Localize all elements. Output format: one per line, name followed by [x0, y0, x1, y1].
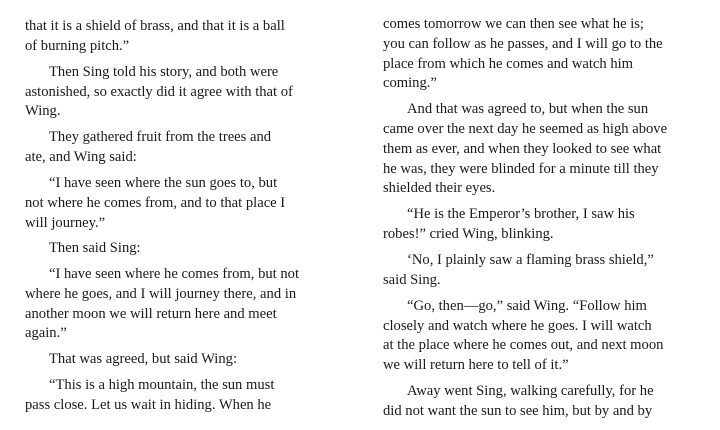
text-line: them as ever, and when they looked to see what — [383, 141, 662, 157]
text-line: said Sing. — [383, 272, 441, 288]
text-line: of burning pitch.” — [25, 38, 130, 54]
text-line: place from which he comes and watch him — [383, 56, 634, 72]
text-line: ‘No, I plainly saw a flaming brass shield,” — [407, 252, 654, 268]
text-line: “This is a high mountain, the sun must — [49, 377, 275, 393]
text-line: you can follow as he passes, and I will go to the — [383, 36, 663, 52]
text-line: again.” — [25, 325, 67, 341]
text-line: And that was agreed to, but when the sun — [407, 101, 649, 117]
text-line: he was, they were blinded for a minute till they — [383, 161, 659, 177]
text-line: “I have seen where the sun goes to, but — [49, 175, 278, 191]
text-line: came over the next day he seemed as high above — [383, 121, 668, 137]
text-line: shielded their eyes. — [383, 180, 496, 196]
text-line: “I have seen where he comes from, but not — [49, 266, 300, 282]
text-line: “Go, then—go,” said Wing. “Follow him — [407, 298, 647, 314]
text-line: pass close. Let us wait in hiding. When he — [25, 397, 272, 413]
text-line: robes!” cried Wing, blinking. — [383, 226, 554, 242]
text-line: They gathered fruit from the trees and — [49, 129, 272, 145]
text-line: where he goes, and I will journey there, and in — [25, 286, 297, 302]
text-line: closely and watch where he goes. I will watch — [383, 318, 652, 334]
text-line: not where he comes from, and to that place I — [25, 195, 286, 211]
text-line: we will return here to tell of it.” — [383, 357, 569, 373]
text-line: ate, and Wing said: — [25, 149, 137, 165]
text-line: Away went Sing, walking carefully, for he — [407, 383, 654, 399]
text-line: That was agreed, but said Wing: — [49, 351, 238, 367]
text-line: will journey.” — [25, 215, 106, 231]
text-line: astonished, so exactly did it agree with that of — [25, 84, 293, 100]
text-line: Then said Sing: — [49, 240, 141, 256]
text-line: another moon we will return here and meet — [25, 306, 277, 322]
text-line: at the place where he comes out, and next moon — [383, 337, 664, 353]
text-line: comes tomorrow we can then see what he is; — [383, 16, 644, 32]
text-line: “He is the Emperor’s brother, I saw his — [407, 206, 635, 222]
text-line: that it is a shield of brass, and that it is a ball — [25, 18, 285, 34]
text-line: coming.” — [383, 75, 437, 91]
text-line: Then Sing told his story, and both were — [49, 64, 279, 80]
text-line: Wing. — [25, 103, 61, 119]
text-line: did not want the sun to see him, but by and by — [383, 403, 653, 419]
